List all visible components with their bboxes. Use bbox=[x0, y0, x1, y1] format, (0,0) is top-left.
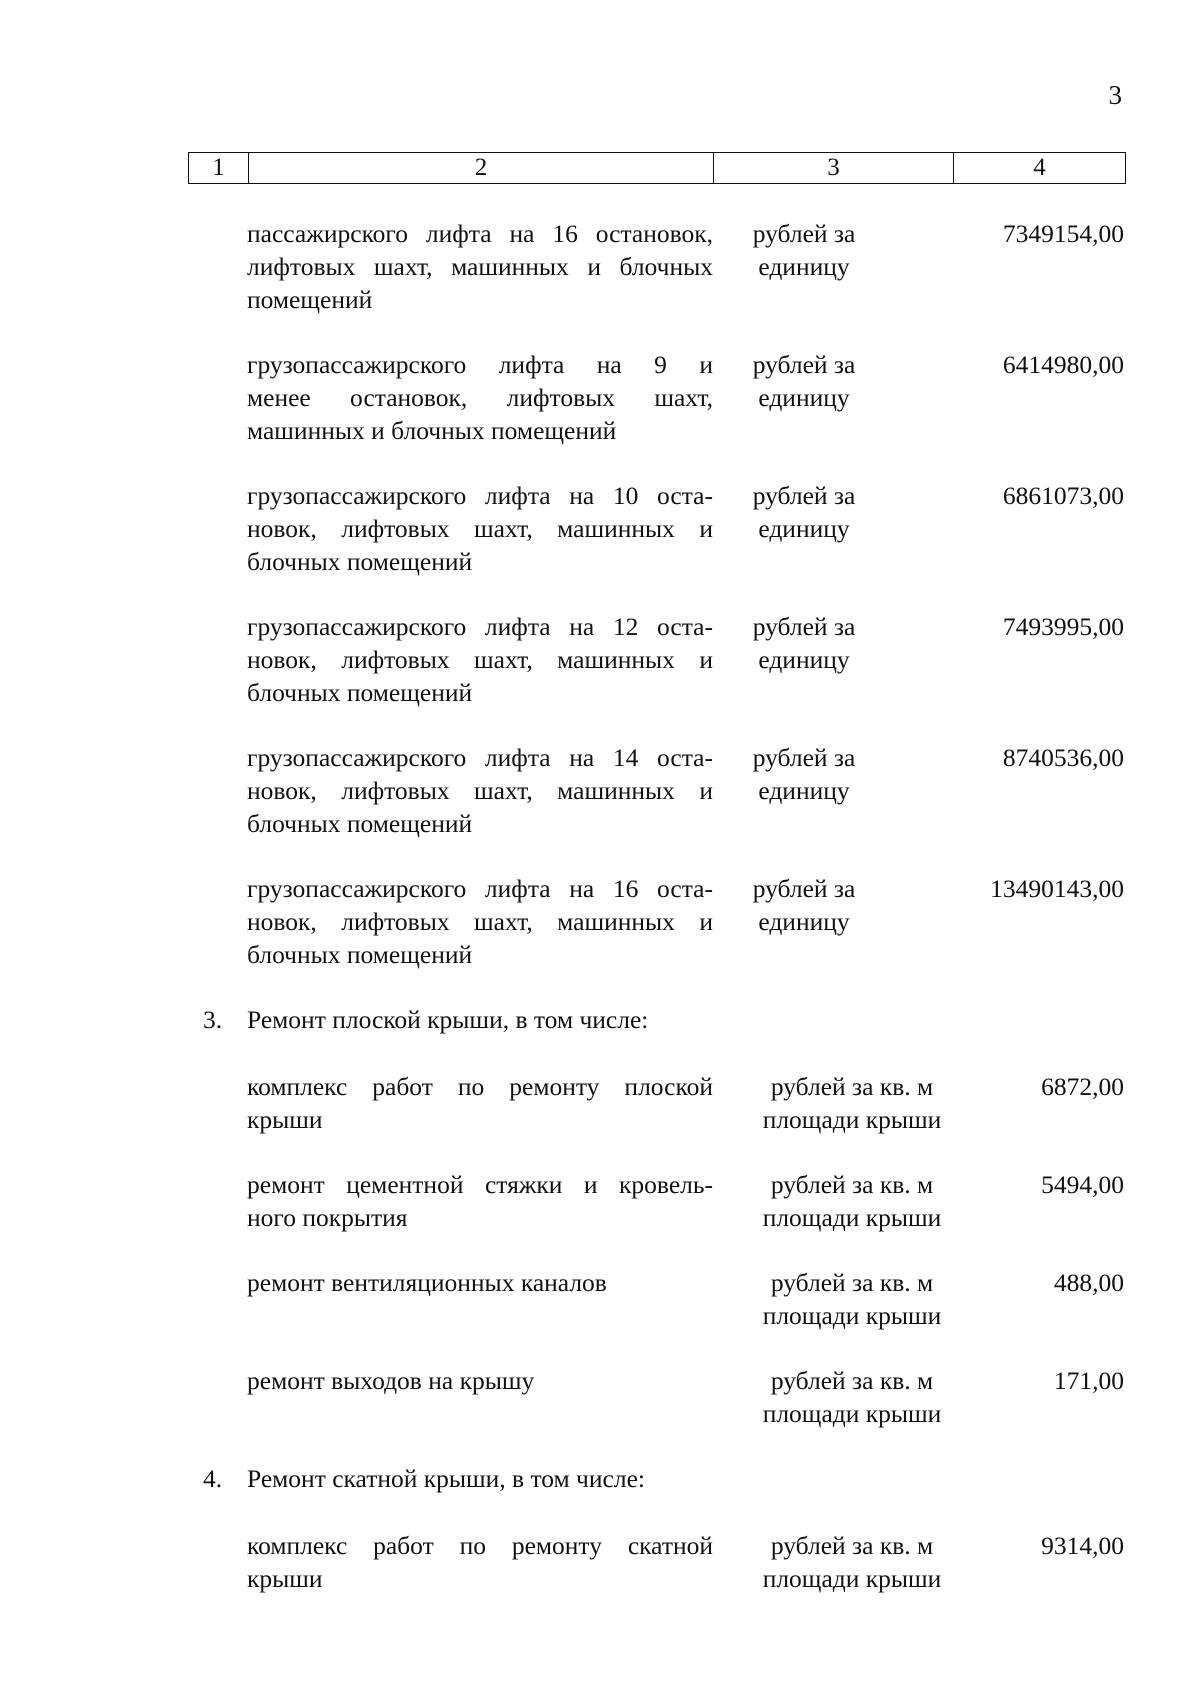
item-value: 488,00 bbox=[1053, 1268, 1124, 1297]
item-unit: рублей за единицу bbox=[752, 350, 856, 412]
table-body bbox=[0, 217, 1200, 1627]
item-unit: рублей за кв. м площади крыши bbox=[762, 1366, 942, 1428]
table-header bbox=[188, 152, 1126, 184]
item-unit: рублей за единицу bbox=[752, 612, 856, 674]
item-value: 9314,00 bbox=[1041, 1531, 1124, 1560]
item-description: грузопассажирского лифта на 10 оста- новок, лифтовых шахт, машинных и блочных помещений bbox=[247, 481, 713, 576]
item-description: ремонт цементной стяжки и кровель- ного покрытия bbox=[247, 1170, 713, 1232]
table-row bbox=[0, 741, 1200, 840]
item-description: комплекс работ по ремонту плоской крыши bbox=[247, 1072, 713, 1134]
section-title: Ремонт плоской крыши, в том числе: bbox=[247, 1005, 649, 1034]
item-value: 5494,00 bbox=[1041, 1170, 1124, 1199]
table-row bbox=[0, 1529, 1200, 1595]
item-description: комплекс работ по ремонту скатной крыши bbox=[247, 1531, 713, 1593]
table-row bbox=[0, 479, 1200, 578]
section-heading bbox=[0, 1462, 1200, 1495]
table-row bbox=[0, 1364, 1200, 1430]
table-row bbox=[0, 1070, 1200, 1136]
header-col-2: 2 bbox=[248, 153, 713, 183]
table-row bbox=[0, 348, 1200, 447]
item-description: грузопассажирского лифта на 12 оста- новок, лифтовых шахт, машинных и блочных помещений bbox=[247, 612, 713, 707]
item-value: 13490143,00 bbox=[990, 874, 1124, 903]
item-value: 6414980,00 bbox=[1002, 350, 1124, 379]
header-col-1: 1 bbox=[212, 154, 225, 181]
header-col-4: 4 bbox=[953, 153, 1125, 183]
item-description: грузопассажирского лифта на 16 оста- новок, лифтовых шахт, машинных и блочных помещений bbox=[247, 874, 713, 969]
item-unit: рублей за единицу bbox=[752, 219, 856, 281]
table-row bbox=[0, 1266, 1200, 1332]
item-unit: рублей за кв. м площади крыши bbox=[762, 1531, 942, 1593]
item-unit: рублей за единицу bbox=[752, 874, 856, 936]
item-description: пассажирского лифта на 16 остановок, лифтовых шахт, машинных и блочных помещений bbox=[247, 219, 713, 314]
item-value: 7493995,00 bbox=[1002, 612, 1124, 641]
item-description: ремонт вентиляционных каналов bbox=[247, 1268, 607, 1297]
item-value: 171,00 bbox=[1053, 1366, 1124, 1395]
item-unit: рублей за единицу bbox=[752, 743, 856, 805]
header-col-3: 3 bbox=[713, 153, 953, 183]
table-row bbox=[0, 610, 1200, 709]
item-description: ремонт выходов на крышу bbox=[247, 1366, 535, 1395]
item-description: грузопассажирского лифта на 9 и менее остановок, лифтовых шахт, машинных и блочных помещений bbox=[247, 350, 713, 445]
item-value: 7349154,00 bbox=[1002, 219, 1124, 248]
section-heading bbox=[0, 1003, 1200, 1036]
page-number: 3 bbox=[1108, 80, 1122, 110]
item-description: грузопассажирского лифта на 14 оста- новок, лифтовых шахт, машинных и блочных помещений bbox=[247, 743, 713, 838]
item-value: 6872,00 bbox=[1041, 1072, 1124, 1101]
section-number: 4. bbox=[203, 1464, 223, 1493]
item-value: 6861073,00 bbox=[1002, 481, 1124, 510]
item-unit: рублей за кв. м площади крыши bbox=[762, 1072, 942, 1134]
item-unit: рублей за единицу bbox=[752, 481, 856, 543]
table-row bbox=[0, 872, 1200, 971]
item-value: 8740536,00 bbox=[1002, 743, 1124, 772]
item-unit: рублей за кв. м площади крыши bbox=[762, 1268, 942, 1330]
table-row bbox=[0, 1168, 1200, 1234]
section-title: Ремонт скатной крыши, в том числе: bbox=[247, 1464, 645, 1493]
item-unit: рублей за кв. м площади крыши bbox=[762, 1170, 942, 1232]
table-row bbox=[0, 217, 1200, 316]
section-number: 3. bbox=[203, 1005, 223, 1034]
